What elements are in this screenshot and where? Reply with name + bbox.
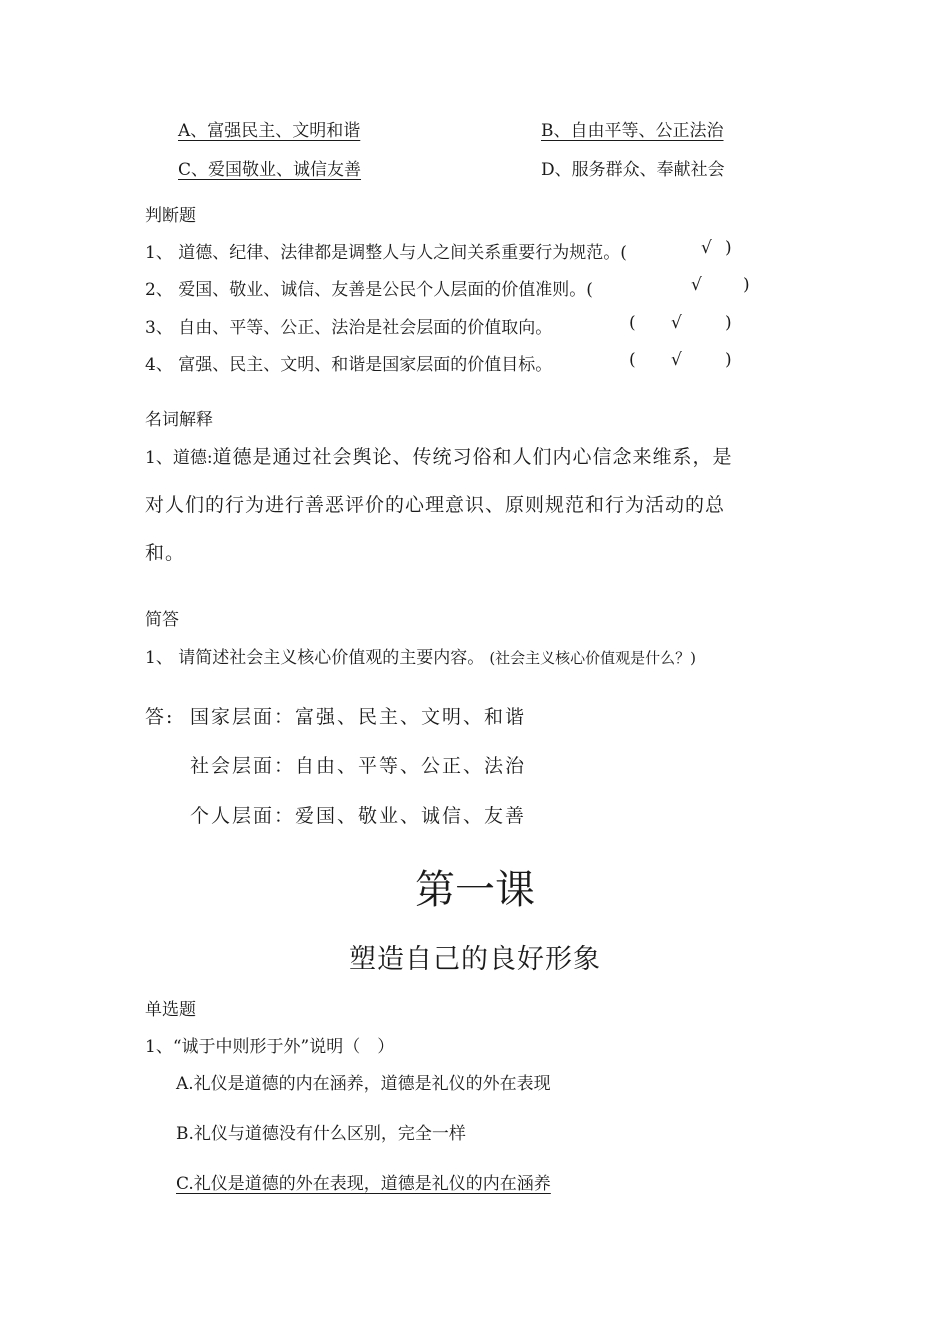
answer-line-personal: 个人层面：爱国、敬业、诚信、友善 <box>190 805 527 827</box>
answer-line-social: 社会层面：自由、平等、公正、法治 <box>190 755 527 777</box>
tf-close-paren: ) <box>743 275 750 295</box>
lesson-title: 第一课 <box>415 867 535 913</box>
term-definition-line-2: 对人们的行为进行善恶评价的心理意识、原则规范和行为活动的总 <box>145 494 726 516</box>
tf-item-text: 2、 爱国、敬业、诚信、友善是公民个人层面的价值准则。( <box>145 280 593 300</box>
terms-heading: 名词解释 <box>145 410 213 430</box>
tf-item-text: 3、 自由、平等、公正、法治是社会层面的价值取向。 <box>145 318 553 338</box>
term-definition-line-1 <box>145 442 733 469</box>
term-definition-line-3: 和。 <box>145 542 186 564</box>
tf-close-paren: ) <box>725 238 732 258</box>
short-answer-heading: 简答 <box>145 610 179 630</box>
option-c: C、爱国敬业、诚信友善 <box>178 160 362 180</box>
short-answer-question <box>145 643 696 668</box>
answer-line-national: 国家层面：富强、民主、文明、和谐 <box>190 706 527 728</box>
option-a: A、富强民主、文明和谐 <box>178 121 361 141</box>
tf-item-text: 1、 道德、纪律、法律都是调整人与人之间关系重要行为规范。( <box>145 243 627 263</box>
option-d: D、服务群众、奉献社会 <box>541 160 725 180</box>
tf-item-3 <box>145 313 785 337</box>
lesson-subtitle: 塑造自己的良好形象 <box>349 944 601 975</box>
option-b: B、自由平等、公正法治 <box>541 121 724 141</box>
tf-check-mark: √ <box>691 275 702 295</box>
mcq-option-a: A.礼仪是道德的内在涵养，道德是礼仪的外在表现 <box>176 1074 551 1094</box>
mcq-option-c: C.礼仪是道德的外在表现，道德是礼仪的内在涵养 <box>176 1174 551 1194</box>
term-definition-text: 道德是通过社会舆论、传统习俗和人们内心信念来维系，是 <box>212 446 733 468</box>
single-choice-heading: 单选题 <box>145 1000 196 1020</box>
question-text: 1、 请简述社会主义核心价值观的主要内容。 <box>145 648 485 668</box>
tf-check-mark: √ <box>671 350 682 370</box>
tf-open-paren: ( <box>629 350 636 370</box>
true-false-heading: 判断题 <box>145 206 196 226</box>
tf-close-paren: ) <box>725 313 732 333</box>
mcq-option-b: B.礼仪与道德没有什么区别，完全一样 <box>176 1124 466 1144</box>
tf-item-text: 4、 富强、民主、文明、和谐是国家层面的价值目标。 <box>145 355 553 375</box>
question-note: (社会主义核心价值观是什么？) <box>489 649 697 667</box>
tf-close-paren: ) <box>725 350 732 370</box>
term-prefix: 1、道德: <box>145 448 213 468</box>
tf-open-paren: ( <box>629 313 636 333</box>
tf-item-4 <box>145 350 785 374</box>
answer-prefix: 答: <box>145 706 175 728</box>
tf-check-mark: √ <box>671 313 682 333</box>
tf-check-mark: √ <box>701 238 712 258</box>
tf-item-1 <box>145 238 785 262</box>
single-choice-question: 1、“诚于中则形于外”说明（ ） <box>145 1037 395 1057</box>
tf-item-2 <box>145 275 785 299</box>
